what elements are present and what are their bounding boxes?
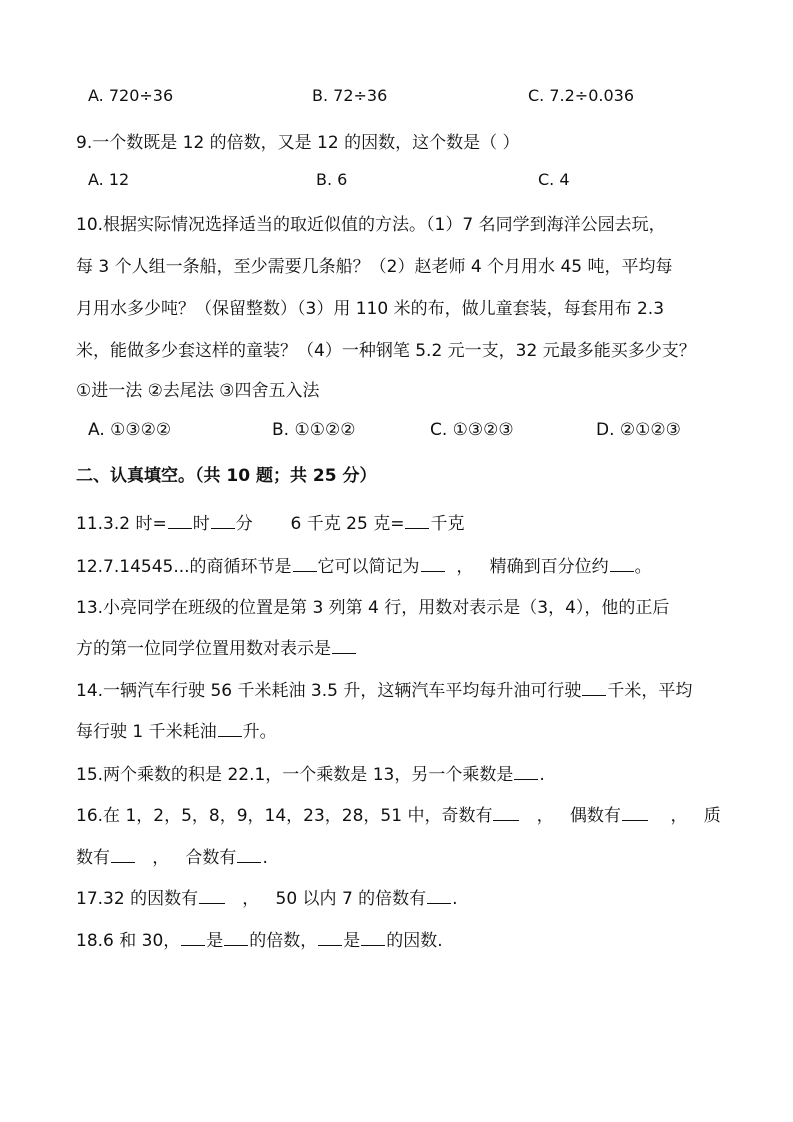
q13-line-2: 方的第一位同学位置用数对表示是	[76, 634, 357, 659]
answer-blank[interactable]	[224, 930, 248, 946]
answer-blank[interactable]	[610, 556, 634, 572]
q9-option-c: C. 4	[538, 170, 570, 189]
q10-option-a: A. ①③②②	[88, 420, 172, 440]
answer-blank[interactable]	[293, 556, 317, 572]
answer-blank[interactable]	[218, 721, 242, 737]
answer-blank[interactable]	[427, 888, 451, 904]
section-2-title: 二、认真填空。（共 10 题；共 25 分）	[76, 466, 377, 486]
q10-option-d: D. ②①②③	[596, 420, 681, 440]
q10-line-2: 每 3 个人组一条船，至少需要几条船？（2）赵老师 4 个月用水 45 吨，平均每	[76, 257, 673, 277]
answer-blank[interactable]	[237, 847, 261, 863]
q15-question: 15.两个乘数的积是 22.1，一个乘数是 13，另一个乘数是 .	[76, 765, 545, 785]
answer-blank[interactable]	[582, 680, 606, 696]
answer-blank[interactable]	[199, 888, 225, 904]
q11-question: 11.3.2 时= 时 分 6 千克 25 克= 千克	[76, 514, 465, 534]
q18-question: 18.6 和 30， 是 的倍数， 是 的因数.	[76, 931, 443, 951]
q9-question: 9.一个数既是 12 的倍数，又是 12 的因数，这个数是（ ）	[76, 133, 520, 153]
q16-line-1: 16.在 1，2，5，8，9，14，23，28，51 中，奇数有 ， 偶数有 ， 质	[76, 806, 721, 826]
q16-line-2: 数有 ， 合数有 .	[76, 848, 268, 868]
q17-question: 17.32 的因数有 ， 50 以内 7 的倍数有 .	[76, 889, 458, 909]
q10-option-c: C. ①③②③	[430, 420, 514, 440]
q14-line-2: 每行驶 1 千米耗油 升。	[76, 722, 277, 742]
answer-blank[interactable]	[168, 513, 192, 529]
q12-question: 12.7.14545...的商循环节是 它可以简记为 ， 精确到百分位约 。	[76, 557, 652, 577]
q13-line-1: 13.小亮同学在班级的位置是第 3 列第 4 行，用数对表示是（3，4），他的正后	[76, 598, 670, 618]
answer-blank[interactable]	[111, 847, 135, 863]
q10-line-1: 10.根据实际情况选择适当的取近似值的方法。（1）7 名同学到海洋公园去玩，	[76, 215, 666, 235]
answer-blank[interactable]	[622, 805, 648, 821]
q10-line-3: 月用水多少吨？（保留整数）（3）用 110 米的布，做儿童套装，每套用布 2.3	[76, 299, 665, 319]
answer-blank[interactable]	[318, 930, 342, 946]
q10-methods: ①进一法 ②去尾法 ③四舍五入法	[76, 381, 320, 401]
q14-line-1: 14.一辆汽车行驶 56 千米耗油 3.5 升，这辆汽车平均每升油可行驶 千米，平均	[76, 681, 693, 701]
answer-blank[interactable]	[332, 638, 356, 654]
answer-blank[interactable]	[514, 764, 538, 780]
q9-option-b: B. 6	[316, 170, 348, 189]
q8-option-c: C. 7.2÷0.036	[528, 86, 634, 105]
q8-option-b: B. 72÷36	[312, 86, 388, 105]
answer-blank[interactable]	[211, 513, 235, 529]
q10-line-4: 米，能做多少套这样的童装？（4）一种钢笔 5.2 元一支，32 元最多能买多少支？	[76, 341, 696, 361]
q10-option-b: B. ①①②②	[272, 420, 356, 440]
answer-blank[interactable]	[421, 556, 445, 572]
q9-option-a: A. 12	[88, 170, 130, 189]
answer-blank[interactable]	[181, 930, 205, 946]
answer-blank[interactable]	[493, 805, 519, 821]
answer-blank[interactable]	[361, 930, 385, 946]
q8-option-a: A. 720÷36	[88, 86, 174, 105]
answer-blank[interactable]	[405, 513, 429, 529]
